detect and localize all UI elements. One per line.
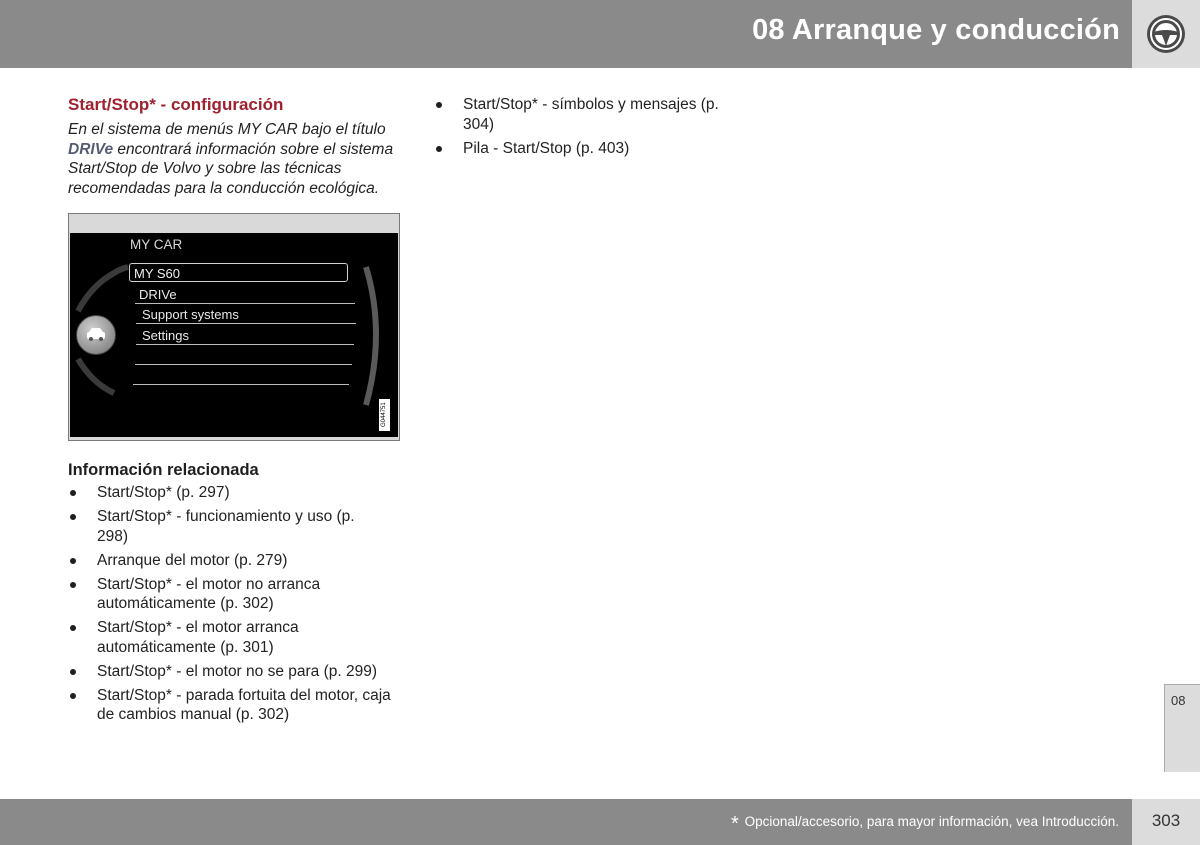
menu-item-drive: DRIVe: [139, 287, 177, 302]
display-screen: [70, 233, 398, 437]
steering-wheel-icon: [1145, 13, 1187, 55]
related-link: Start/Stop* - parada fortuita del motor, caja de cambios manual (p. 302): [68, 686, 397, 725]
menu-divider: [135, 303, 355, 304]
footer-note: [731, 813, 1119, 836]
menu-divider: [135, 364, 352, 365]
page-number: 303: [1132, 799, 1200, 845]
related-link: Arranque del motor (p. 279): [68, 551, 408, 571]
related-link: Start/Stop* - símbolos y mensajes (p. 304): [434, 95, 723, 134]
image-code: G044751: [379, 399, 390, 431]
menu-divider: [133, 384, 349, 385]
related-link: Start/Stop* (p. 297): [68, 483, 408, 503]
menu-item-support: Support systems: [142, 307, 239, 322]
car-button: [76, 315, 116, 355]
related-link: Start/Stop* - funcionamiento y uso (p. 298): [68, 507, 382, 546]
menu-item-settings: Settings: [142, 328, 189, 343]
related-link: Start/Stop* - el motor arranca automáticamente (p. 301): [68, 618, 397, 657]
intro-text-end: encontrará información sobre el sistema Start/Stop de Volvo y sobre las técnicas recomendadas para la conducción ecológica.: [68, 140, 394, 197]
intro-text-start: En el sistema de menús MY CAR bajo el título: [68, 121, 386, 138]
car-icon: [77, 316, 115, 354]
related-link: Start/Stop* - el motor no arranca automáticamente (p. 302): [68, 575, 407, 614]
related-list-left: [68, 483, 408, 729]
intro-drive-highlight: DRIVe: [68, 140, 114, 158]
footnote-star: *: [731, 813, 739, 835]
related-link: Start/Stop* - el motor no se para (p. 299): [68, 662, 408, 682]
menu-divider: [136, 344, 354, 345]
chapter-title: 08 Arranque y conducción: [752, 14, 1120, 46]
footer-note-text: Opcional/accesorio, para mayor información, vea Introducción.: [744, 814, 1119, 829]
page-header: [0, 0, 1132, 68]
related-heading: Información relacionada: [68, 461, 259, 479]
menu-screenshot: [68, 213, 400, 441]
menu-item-selected: MY S60: [129, 263, 348, 282]
screen-title: MY CAR: [130, 237, 183, 252]
section-title: Start/Stop* - configuración: [68, 95, 284, 114]
chapter-tab: [1164, 684, 1200, 772]
related-link: Pila - Start/Stop (p. 403): [434, 139, 734, 159]
intro-paragraph: [68, 120, 408, 198]
menu-divider: [136, 323, 356, 324]
related-list-right: [434, 95, 734, 163]
page-footer: [0, 799, 1132, 845]
chapter-tab-label: 08: [1171, 693, 1186, 708]
chapter-icon-box: [1132, 0, 1200, 68]
